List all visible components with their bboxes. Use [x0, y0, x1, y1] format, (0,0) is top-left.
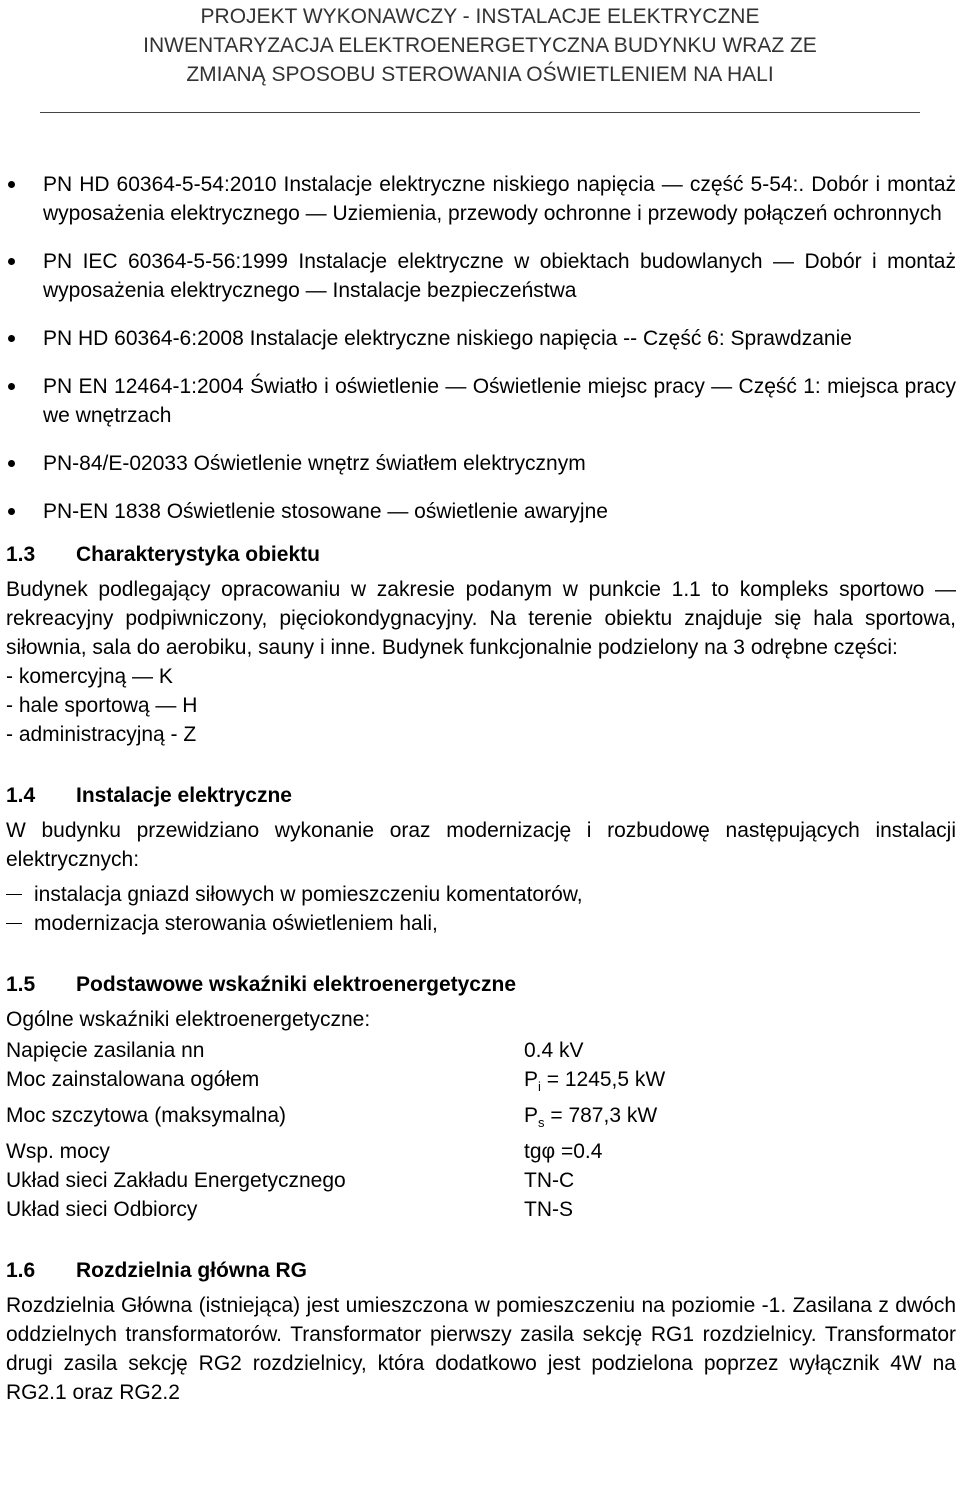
- section-1-6-text: Rozdzielnia Główna (istniejąca) jest umieszczona w pomieszczeniu na poziomie -1. Zasilana z dwóch oddzielnych transformatorów. Transformator pierwszy zasila sekcję RG1 rozdzielnicy. Transformator drugi zasila sekcję RG2 rozdzielnicy, która dodatkowo jest podzielona poprzez wyłącznik 4W na RG2.1 oraz RG2.2: [6, 1294, 956, 1405]
- header-line-1: PROJEKT WYKONAWCZY - INSTALACJE ELEKTRYCZNE: [200, 5, 760, 28]
- section-1-4-text: W budynku przewidziano wykonanie oraz modernizację i rozbudowę następujących instalacji elektrycznych:: [6, 819, 956, 871]
- indicators-table: [6, 1036, 665, 1224]
- document-body: [6, 170, 956, 1407]
- header-line-2: INWENTARYZACJA ELEKTROENERGETYCZNA BUDYNKU WRAZ ZE: [143, 34, 817, 57]
- section-1-3-text: Budynek podlegający opracowaniu w zakresie podanym w punkcie 1.1 to kompleks sportowo — rekreacyjny podpiwniczony, pięciokondygnacyjny. Na terenie obiektu znajduje się hala sportowa, siłownia, sala do aerobiku, sauny i inne. Budynek funkcjonalnie podzielony na 3 odrębne części:: [6, 578, 956, 659]
- table-row: Moc szczytowa (maksymalna) $P_s = 787,3$ kW: [6, 1104, 658, 1131]
- bullet-icon: [8, 508, 15, 515]
- standards-list: [6, 170, 956, 526]
- table-row: Napięcie zasilania nn 0.4 kV: [6, 1039, 584, 1062]
- section-heading-1-3: 1.3 Charakterystyka obiektu: [6, 543, 320, 566]
- table-row: Układ sieci Zakładu Energetycznego TN-C: [6, 1169, 575, 1193]
- standard-item: PN HD 60364-6:2008 Instalacje elektryczne niskiego napięcia -- Część 6: Sprawdzanie: [6, 324, 956, 353]
- document-header: [0, 0, 960, 89]
- standard-item: PN HD 60364-5-54:2010 Instalacje elektryczne niskiego napięcia — część 5-54:. Dobór i montaż wyposażenia elektrycznego — Uziemienia, przewody ochronne i przewody połączeń ochronnych: [6, 170, 956, 228]
- standard-item: PN EN 12464-1:2004 Światło i oświetlenie — Oświetlenie miejsc pracy — Część 1: miejsca pracy we wnętrzach: [6, 372, 956, 430]
- standard-item: PN-84/E-02033 Oświetlenie wnętrz światłem elektrycznym: [6, 449, 956, 478]
- bullet-icon: [8, 258, 15, 265]
- bullet-icon: [8, 383, 15, 390]
- installation-item: instalacja gniazd siłowych w pomieszczeniu komentatorów,: [6, 880, 956, 909]
- section-heading-1-6: 1.6 Rozdzielnia główna RG: [6, 1259, 308, 1283]
- part-item: - administracyjną - Z: [6, 723, 197, 746]
- table-row: Układ sieci Odbiorcy TN-S: [6, 1198, 573, 1222]
- bullet-icon: [8, 335, 15, 342]
- part-item: - hale sportową — H: [6, 694, 198, 717]
- section-heading-1-4: 1.4 Instalacje elektryczne: [6, 784, 292, 807]
- dash-icon: [6, 923, 22, 924]
- standard-item: PN-EN 1838 Oświetlenie stosowane — oświetlenie awaryjne: [6, 497, 956, 526]
- bullet-icon: [8, 460, 15, 467]
- part-item: - komercyjną — K: [6, 665, 173, 688]
- section-1-5-intro: Ogólne wskaźniki elektroenergetyczne:: [6, 1008, 371, 1031]
- installation-item: modernizacja sterowania oświetleniem hali,: [6, 909, 956, 938]
- section-heading-1-5: 1.5 Podstawowe wskaźniki elektroenergetyczne: [6, 973, 516, 996]
- bullet-icon: [8, 181, 15, 188]
- dash-icon: [6, 894, 22, 895]
- standard-item: PN IEC 60364-5-56:1999 Instalacje elektryczne w obiektach budowlanych — Dobór i montaż wyposażenia elektrycznego — Instalacje bezpieczeństwa: [6, 247, 956, 305]
- table-row: Moc zainstalowana ogółem $P_i = 1245,5$ kW: [6, 1068, 666, 1095]
- header-divider: [40, 112, 920, 113]
- table-row: Wsp. mocy tgφ =0.4: [6, 1140, 603, 1164]
- installations-list: [6, 880, 956, 938]
- header-line-3: ZMIANĄ SPOSOBU STEROWANIA OŚWIETLENIEM NA HALI: [186, 63, 774, 86]
